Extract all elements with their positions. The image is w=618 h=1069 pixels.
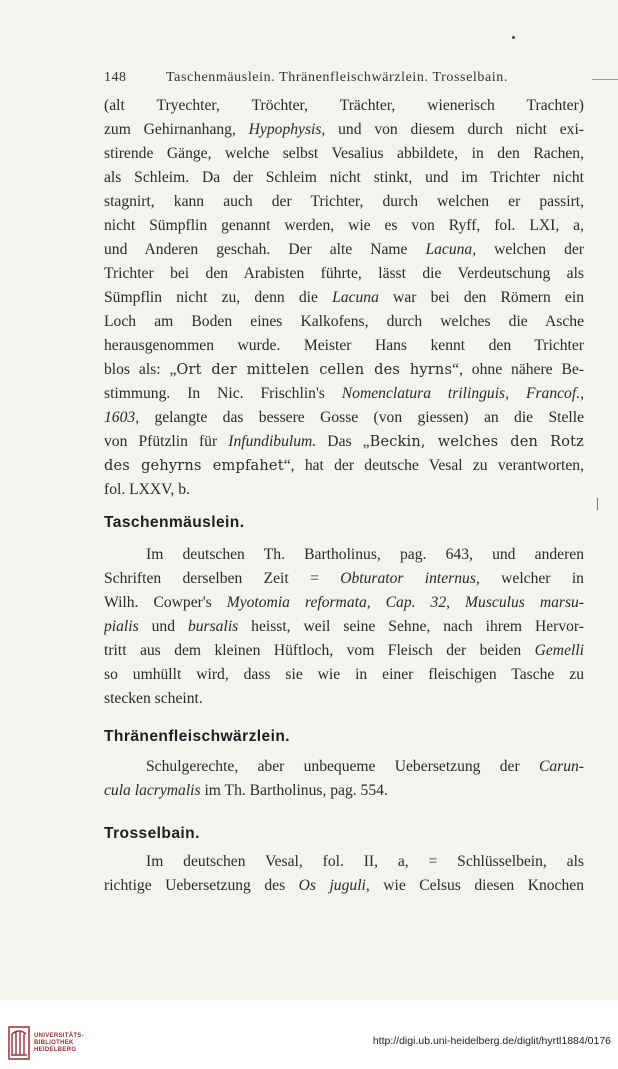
text-line: stirende Gänge, welche selbst Vesalius abbildete, in den Rachen, xyxy=(104,145,584,162)
blackletter-quote: Beckin, welches den Rotz xyxy=(369,434,584,450)
text-line: stagnirt, kann auch der Trichter, durch welchen er passirt, xyxy=(104,193,584,210)
section-heading: Trosselbain. xyxy=(104,825,200,842)
text-line: richtige Uebersetzung des Os juguli, wie Celsus diesen Knochen xyxy=(104,877,584,894)
page-number: 148 xyxy=(104,70,127,85)
text-line: nicht Sümpflin genannt werden, wie es von Ryff, fol. LXI, a, xyxy=(104,217,584,234)
library-name: UNIVERSITÄTS- BIBLIOTHEK HEIDELBERG xyxy=(34,1033,84,1053)
section-heading: Thränenfleischwärzlein. xyxy=(104,728,290,745)
paragraph-intro xyxy=(104,94,584,502)
text-line: Schriften derselben Zeit = Obturator internus, welcher in xyxy=(104,570,584,587)
text-line: Wilh. Cowper's Myotomia reformata, Cap. 32, Musculus marsu- xyxy=(104,594,584,611)
text-line: stecken scheint. xyxy=(104,690,203,707)
text-line: zum Gehirnanhang, Hypophysis, und von diesem durch nicht exi- xyxy=(104,121,584,138)
text-line: Trichter bei den Arabisten führte, lässt die Verdeutschung als xyxy=(104,265,584,282)
text-line: fol. LXXV, b. xyxy=(104,481,190,498)
margin-mark xyxy=(597,498,598,510)
text-line: des gehyrns empfahet“, hat der deutsche Vesal zu verantworten, xyxy=(104,457,584,474)
running-header xyxy=(104,70,604,86)
text-line: so umhüllt wird, dass sie wie in einer fleischigen Tasche zu xyxy=(104,666,584,683)
text-line: 1603, gelangte das bessere Gosse (von giessen) an die Stelle xyxy=(104,409,584,426)
text-line: und Anderen geschah. Der alte Name Lacuna, welchen der xyxy=(104,241,584,258)
text-line: blos als: „Ort der mittelen cellen des hyrns“, ohne nähere Be- xyxy=(104,361,584,378)
digitization-footer xyxy=(0,1000,618,1069)
section-body xyxy=(104,755,584,803)
section-body xyxy=(104,543,584,711)
text-line: Schulgerechte, aber unbequeme Uebersetzung der Carun- xyxy=(146,758,584,775)
text-line: Im deutschen Vesal, fol. II, a, = Schlüsselbein, als xyxy=(146,853,584,870)
text-line: cula lacrymalis im Th. Bartholinus, pag. 554. xyxy=(104,782,388,799)
running-title: Taschenmäuslein. Thränenfleischwärzlein. Trosselbain. xyxy=(166,70,508,85)
header-rule xyxy=(592,79,618,80)
blackletter-quote: Ort der mittelen cellen des hyrns xyxy=(176,362,453,378)
text-line: stimmung. In Nic. Frischlin's Nomenclatura trilinguis, Francof., xyxy=(104,385,584,402)
text-line: herausgenommen wurde. Meister Hans kennt den Trichter xyxy=(104,337,584,354)
text-line: als Schleim. Da der Schleim nicht stinkt, und im Trichter nicht xyxy=(104,169,584,186)
source-url-link[interactable]: http://digi.ub.uni-heidelberg.de/diglit/hyrtl1884/0176 xyxy=(372,1035,611,1047)
text-line: Loch am Boden eines Kalkofens, durch welches die Asche xyxy=(104,313,584,330)
text-line: tritt aus dem kleinen Hüftloch, vom Fleisch der beiden Gemelli xyxy=(104,642,584,659)
blackletter-quote: des gehyrns empfahet xyxy=(104,458,284,474)
text-line: pialis und bursalis heisst, weil seine Sehne, nach ihrem Hervor- xyxy=(104,618,584,635)
text-line: Im deutschen Th. Bartholinus, pag. 643, und anderen xyxy=(146,546,584,563)
section-body xyxy=(104,850,584,898)
text-line: von Pfützlin für Infundibulum. Das „Beckin, welches den Rotz xyxy=(104,433,584,450)
text-line: Sümpflin nicht zu, denn die Lacuna war bei den Römern ein xyxy=(104,289,584,306)
text-line: (alt Tryechter, Tröchter, Trächter, wienerisch Trachter) xyxy=(104,97,584,114)
library-logo-icon xyxy=(8,1026,30,1060)
print-speck xyxy=(512,36,515,39)
section-heading: Taschenmäuslein. xyxy=(104,514,245,531)
